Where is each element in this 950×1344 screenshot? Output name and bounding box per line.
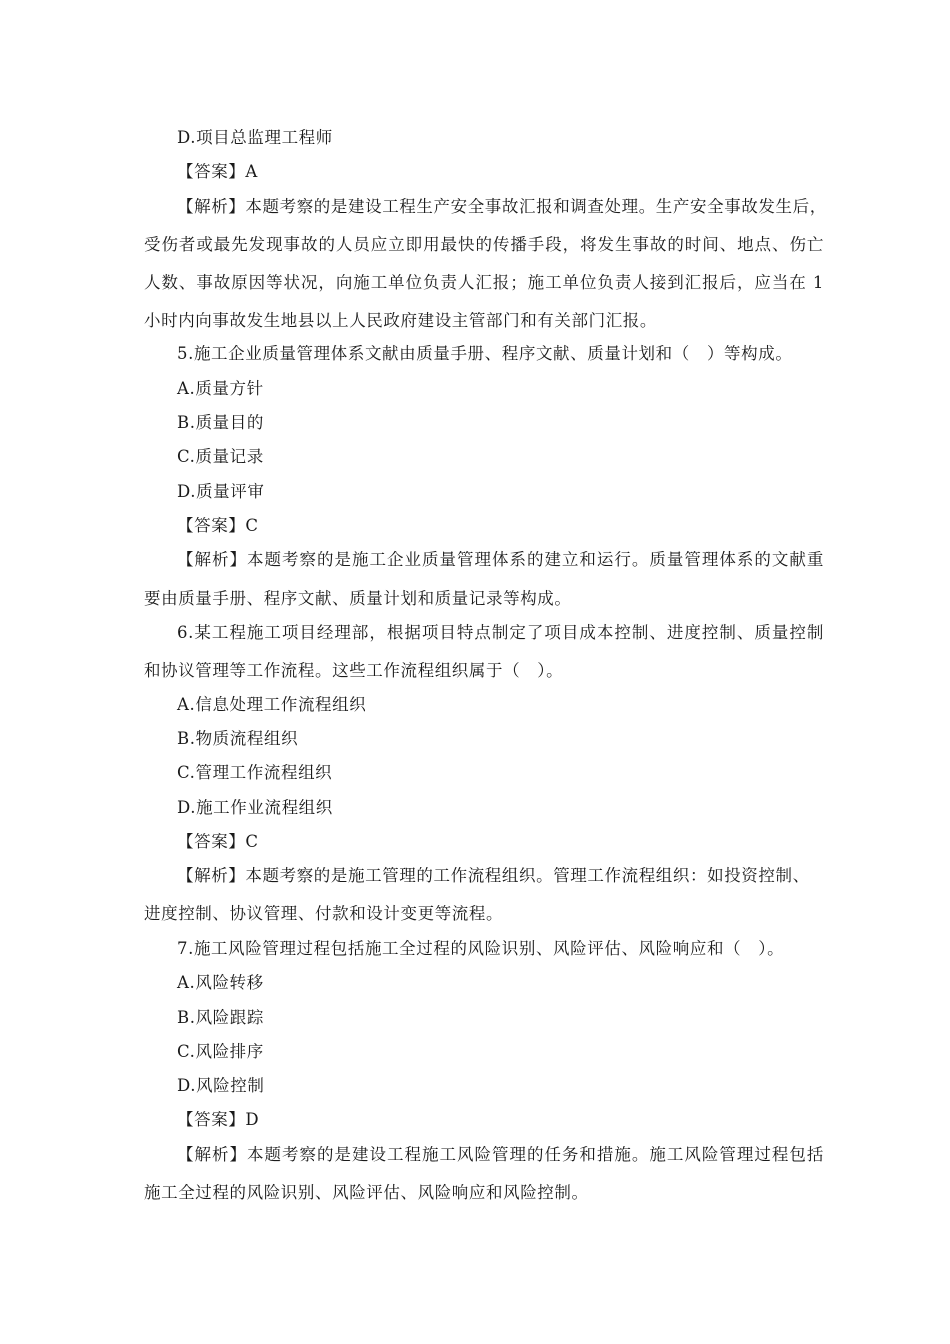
q7-option-a: A.风险转移	[177, 973, 264, 992]
q5-option-a: A.质量方针	[177, 379, 264, 398]
q6-option-c: C.管理工作流程组织	[177, 763, 333, 782]
q6-option-d: D.施工作业流程组织	[177, 798, 333, 817]
q7-option-b: B.风险跟踪	[177, 1008, 264, 1027]
q4-analysis-line: 小时内向事故发生地县以上人民政府建设主管部门和有关部门汇报。	[144, 311, 657, 330]
q5-stem: 5.施工企业质量管理体系文献由质量手册、程序文献、质量计划和（ ）等构成。	[177, 344, 793, 363]
q6-option-a: A.信息处理工作流程组织	[177, 695, 367, 714]
q4-option-d: D.项目总监理工程师	[177, 128, 333, 147]
q6-stem-line: 6.某工程施工项目经理部，根据项目特点制定了项目成本控制、进度控制、质量控制	[177, 623, 824, 642]
q6-option-b: B.物质流程组织	[177, 729, 299, 748]
q4-analysis-line: 受伤者或最先发现事故的人员应立即用最快的传播手段，将发生事故的时间、地点、伤亡	[144, 235, 824, 254]
q7-stem: 7.施工风险管理过程包括施工全过程的风险识别、风险评估、风险响应和（ ）。	[177, 939, 785, 958]
q7-option-d: D.风险控制	[177, 1076, 265, 1095]
q7-option-c: C.风险排序	[177, 1042, 264, 1061]
q6-stem-line: 和协议管理等工作流程。这些工作流程组织属于（ ）。	[144, 661, 564, 680]
q5-option-c: C.质量记录	[177, 447, 264, 466]
q7-answer: 【答案】D	[177, 1110, 260, 1129]
q6-answer: 【答案】C	[177, 832, 259, 851]
q4-answer: 【答案】A	[177, 162, 258, 181]
q5-analysis-line: 【解析】本题考察的是施工企业质量管理体系的建立和运行。质量管理体系的文献重	[177, 550, 824, 569]
q5-analysis-line: 要由质量手册、程序文献、质量计划和质量记录等构成。	[144, 589, 572, 608]
q7-analysis-line: 【解析】本题考察的是建设工程施工风险管理的任务和措施。施工风险管理过程包括	[177, 1145, 824, 1164]
q5-option-d: D.质量评审	[177, 482, 265, 501]
q6-analysis-line: 【解析】本题考察的是施工管理的工作流程组织。管理工作流程组织：如投资控制、	[177, 866, 810, 885]
q6-analysis-line: 进度控制、协议管理、付款和设计变更等流程。	[144, 904, 504, 923]
q4-analysis-line: 【解析】本题考察的是建设工程生产安全事故汇报和调查处理。生产安全事故发生后，	[177, 197, 827, 216]
q7-analysis-line: 施工全过程的风险识别、风险评估、风险响应和风险控制。	[144, 1183, 589, 1202]
q5-answer: 【答案】C	[177, 516, 259, 535]
q5-option-b: B.质量目的	[177, 413, 264, 432]
q4-analysis-line: 人数、事故原因等状况，向施工单位负责人汇报；施工单位负责人接到汇报后，应当在 1	[144, 273, 824, 292]
